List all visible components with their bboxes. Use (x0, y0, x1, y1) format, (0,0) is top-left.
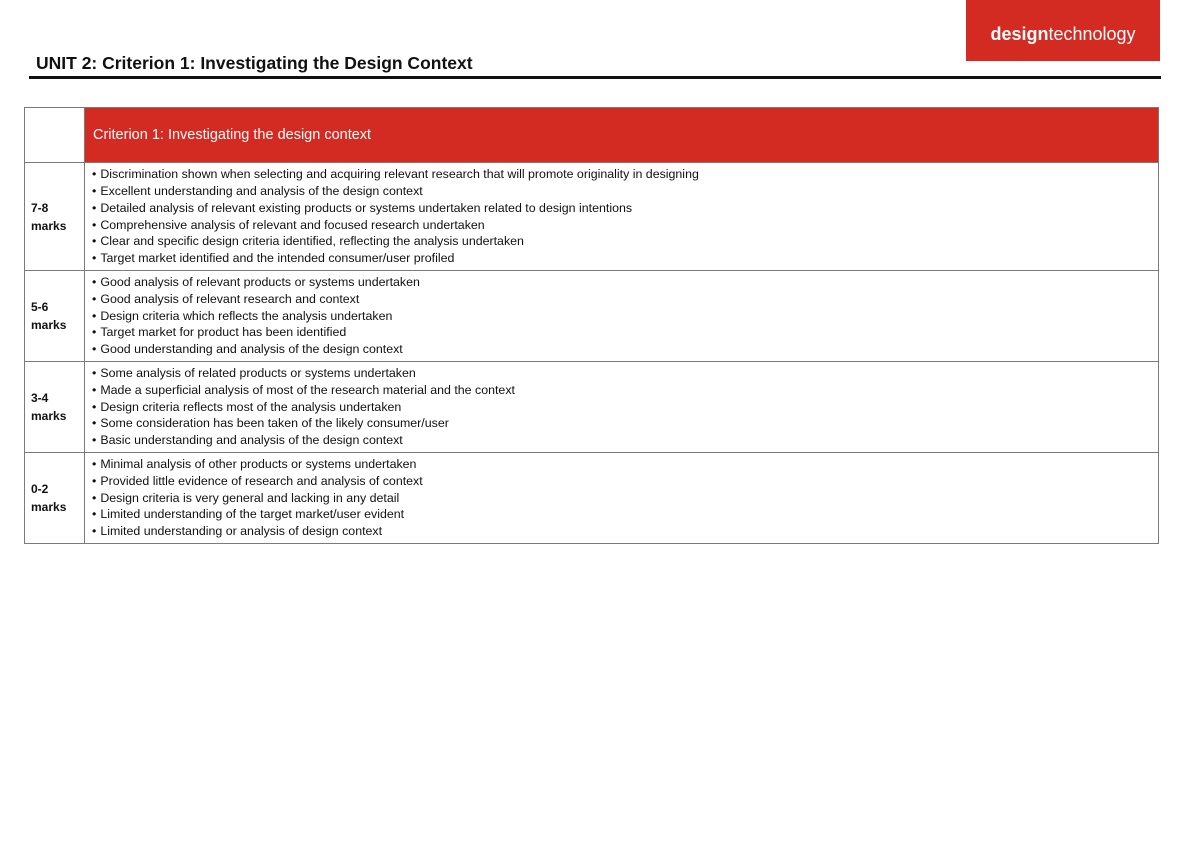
criterion-table (24, 107, 1159, 544)
marks-unit: marks (31, 218, 67, 233)
list-item: • Excellent understanding and analysis of the design context (92, 183, 1154, 200)
criteria-cell (85, 453, 1159, 544)
marks-unit: marks (31, 318, 67, 332)
list-item: • Discrimination shown when selecting and acquiring relevant research that will promote originality in designing (92, 166, 1154, 183)
marks-cell (25, 163, 85, 271)
list-item: • Good analysis of relevant research and context (92, 291, 1154, 308)
rubric-rows (25, 163, 1159, 544)
marks-range: 0-2 (31, 482, 49, 496)
list-item: • Some consideration has been taken of the likely consumer/user (92, 415, 1154, 432)
title-divider (29, 76, 1161, 79)
marks-range: 7-8 (31, 200, 49, 215)
table-row (25, 163, 1159, 271)
table-header-row (25, 108, 1159, 163)
criteria-list (92, 166, 1154, 267)
table-row (25, 271, 1159, 362)
list-item: • Target market identified and the intended consumer/user profiled (92, 250, 1154, 267)
list-item: • Limited understanding of the target market/user evident (92, 506, 1154, 523)
table-row (25, 453, 1159, 544)
marks-range: 5-6 (31, 300, 49, 314)
marks-range: 3-4 (31, 391, 49, 405)
list-item: • Target market for product has been identified (92, 324, 1154, 341)
brand-logo-light: technology (1048, 24, 1136, 44)
criteria-list (92, 456, 1154, 540)
list-item: • Good analysis of relevant products or systems undertaken (92, 274, 1154, 291)
list-item: • Comprehensive analysis of relevant and focused research undertaken (92, 217, 1154, 234)
page-title: UNIT 2: Criterion 1: Investigating the Design Context (36, 53, 473, 73)
marks-unit: marks (31, 500, 67, 514)
criteria-list (92, 274, 1154, 358)
list-item: • Provided little evidence of research and analysis of context (92, 473, 1154, 490)
list-item: • Some analysis of related products or systems undertaken (92, 365, 1154, 382)
marks-cell (25, 453, 85, 544)
brand-logo (966, 0, 1160, 61)
brand-logo-bold: design (990, 24, 1049, 44)
list-item: • Design criteria is very general and lacking in any detail (92, 490, 1154, 507)
table-row (25, 362, 1159, 453)
table-header-cell: Criterion 1: Investigating the design context (85, 108, 1159, 163)
marks-cell (25, 271, 85, 362)
list-item: • Basic understanding and analysis of the design context (92, 432, 1154, 449)
list-item: • Design criteria reflects most of the analysis undertaken (92, 399, 1154, 416)
list-item: • Clear and specific design criteria identified, reflecting the analysis undertaken (92, 233, 1154, 250)
list-item: • Made a superficial analysis of most of the research material and the context (92, 382, 1154, 399)
list-item: • Good understanding and analysis of the design context (92, 341, 1154, 358)
list-item: • Detailed analysis of relevant existing products or systems undertaken related to design intentions (92, 200, 1154, 217)
criteria-cell (85, 271, 1159, 362)
marks-unit: marks (31, 409, 67, 423)
list-item: • Limited understanding or analysis of design context (92, 523, 1154, 540)
list-item: • Design criteria which reflects the analysis undertaken (92, 308, 1154, 325)
criteria-cell (85, 362, 1159, 453)
list-item: • Minimal analysis of other products or systems undertaken (92, 456, 1154, 473)
criteria-cell (85, 163, 1159, 271)
header-blank-cell (25, 108, 85, 163)
marks-cell (25, 362, 85, 453)
criteria-list (92, 365, 1154, 449)
